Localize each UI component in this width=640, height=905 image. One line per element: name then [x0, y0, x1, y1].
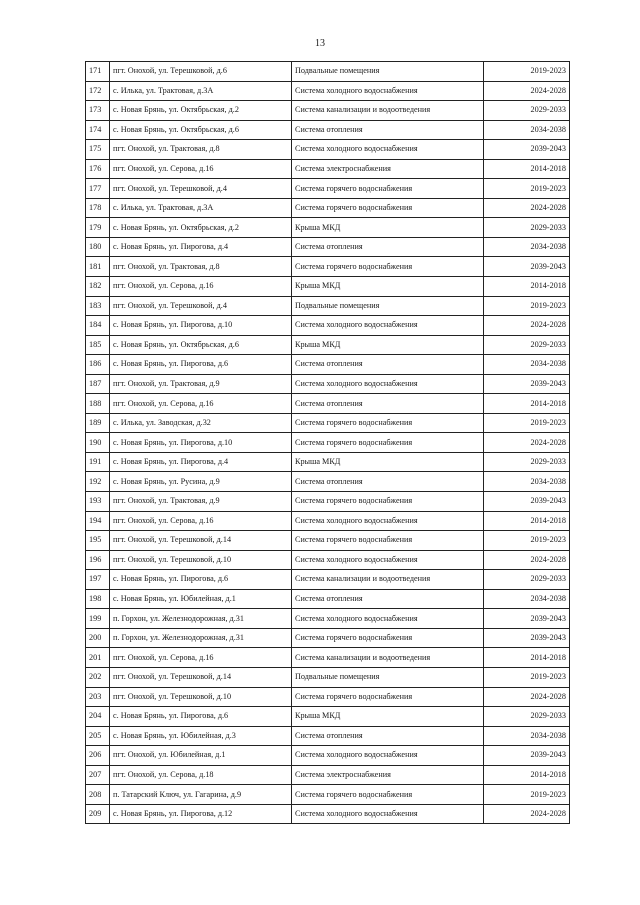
address-cell: с. Илька, ул. Заводская, д.32 — [110, 413, 292, 433]
system-type-cell: Система горячего водоснабжения — [292, 433, 484, 453]
period-cell: 2029-2033 — [484, 707, 570, 727]
period-cell: 2029-2033 — [484, 570, 570, 590]
period-cell: 2034-2038 — [484, 472, 570, 492]
row-number: 180 — [86, 237, 110, 257]
address-cell: пгт. Онохой, ул. Серова, д.18 — [110, 765, 292, 785]
period-cell: 2029-2033 — [484, 335, 570, 355]
row-number: 199 — [86, 609, 110, 629]
row-number: 176 — [86, 159, 110, 179]
table-row — [86, 550, 570, 570]
address-cell: пгт. Онохой, ул. Терешковой, д.6 — [110, 62, 292, 82]
system-type-cell: Система горячего водоснабжения — [292, 179, 484, 199]
row-number: 175 — [86, 140, 110, 160]
address-cell: с. Новая Брянь, ул. Пирогова, д.10 — [110, 433, 292, 453]
row-number: 187 — [86, 374, 110, 394]
address-cell: пгт. Онохой, ул. Трактовая, д.8 — [110, 257, 292, 277]
row-number: 204 — [86, 707, 110, 727]
row-number: 194 — [86, 511, 110, 531]
period-cell: 2014-2018 — [484, 277, 570, 297]
address-cell: пгт. Онохой, ул. Серова, д.16 — [110, 648, 292, 668]
system-type-cell: Система канализации и водоотведения — [292, 648, 484, 668]
period-cell: 2014-2018 — [484, 394, 570, 414]
system-type-cell: Система горячего водоснабжения — [292, 413, 484, 433]
period-cell: 2019-2023 — [484, 296, 570, 316]
system-type-cell: Система горячего водоснабжения — [292, 492, 484, 512]
address-cell: пгт. Онохой, ул. Юбилейная, д.1 — [110, 746, 292, 766]
address-cell: п. Горхон, ул. Железнодорожная, д.31 — [110, 628, 292, 648]
table-row — [86, 374, 570, 394]
period-cell: 2019-2023 — [484, 413, 570, 433]
table-row — [86, 648, 570, 668]
address-cell: п. Горхон, ул. Железнодорожная, д.31 — [110, 609, 292, 629]
row-number: 190 — [86, 433, 110, 453]
table-row — [86, 511, 570, 531]
system-type-cell: Система отопления — [292, 394, 484, 414]
registry-table-body — [86, 62, 570, 824]
period-cell: 2024-2028 — [484, 316, 570, 336]
table-row — [86, 746, 570, 766]
address-cell: с. Новая Брянь, ул. Пирогова, д.10 — [110, 316, 292, 336]
table-row — [86, 433, 570, 453]
period-cell: 2034-2038 — [484, 237, 570, 257]
period-cell: 2014-2018 — [484, 511, 570, 531]
row-number: 189 — [86, 413, 110, 433]
period-cell: 2029-2033 — [484, 101, 570, 121]
row-number: 181 — [86, 257, 110, 277]
table-row — [86, 531, 570, 551]
table-row — [86, 81, 570, 101]
address-cell: с. Новая Брянь, ул. Пирогова, д.4 — [110, 237, 292, 257]
system-type-cell: Система холодного водоснабжения — [292, 550, 484, 570]
period-cell: 2024-2028 — [484, 550, 570, 570]
period-cell: 2039-2043 — [484, 140, 570, 160]
row-number: 185 — [86, 335, 110, 355]
row-number: 173 — [86, 101, 110, 121]
row-number: 174 — [86, 120, 110, 140]
table-row — [86, 785, 570, 805]
system-type-cell: Система холодного водоснабжения — [292, 746, 484, 766]
system-type-cell: Система холодного водоснабжения — [292, 804, 484, 824]
period-cell: 2034-2038 — [484, 355, 570, 375]
row-number: 195 — [86, 531, 110, 551]
registry-table — [85, 61, 570, 824]
address-cell: с. Новая Брянь, ул. Русина, д.9 — [110, 472, 292, 492]
address-cell: пгт. Онохой, ул. Трактовая, д.9 — [110, 374, 292, 394]
system-type-cell: Система горячего водоснабжения — [292, 785, 484, 805]
row-number: 179 — [86, 218, 110, 238]
table-row — [86, 589, 570, 609]
table-row — [86, 570, 570, 590]
table-row — [86, 198, 570, 218]
address-cell: с. Новая Брянь, ул. Октябрьская, д.2 — [110, 218, 292, 238]
table-row — [86, 355, 570, 375]
table-row — [86, 452, 570, 472]
row-number: 183 — [86, 296, 110, 316]
system-type-cell: Система отопления — [292, 472, 484, 492]
table-row — [86, 726, 570, 746]
row-number: 178 — [86, 198, 110, 218]
address-cell: с. Новая Брянь, ул. Пирогова, д.6 — [110, 570, 292, 590]
row-number: 171 — [86, 62, 110, 82]
address-cell: пгт. Онохой, ул. Серова, д.16 — [110, 277, 292, 297]
table-row — [86, 218, 570, 238]
table-row — [86, 413, 570, 433]
table-row — [86, 687, 570, 707]
row-number: 177 — [86, 179, 110, 199]
period-cell: 2019-2023 — [484, 179, 570, 199]
row-number: 193 — [86, 492, 110, 512]
system-type-cell: Система канализации и водоотведения — [292, 570, 484, 590]
table-row — [86, 628, 570, 648]
address-cell: пгт. Онохой, ул. Терешковой, д.4 — [110, 179, 292, 199]
row-number: 196 — [86, 550, 110, 570]
table-row — [86, 101, 570, 121]
system-type-cell: Система холодного водоснабжения — [292, 140, 484, 160]
row-number: 201 — [86, 648, 110, 668]
address-cell: пгт. Онохой, ул. Серова, д.16 — [110, 159, 292, 179]
row-number: 205 — [86, 726, 110, 746]
row-number: 198 — [86, 589, 110, 609]
table-row — [86, 257, 570, 277]
row-number: 203 — [86, 687, 110, 707]
address-cell: пгт. Онохой, ул. Терешковой, д.4 — [110, 296, 292, 316]
table-row — [86, 804, 570, 824]
period-cell: 2034-2038 — [484, 726, 570, 746]
period-cell: 2039-2043 — [484, 257, 570, 277]
row-number: 200 — [86, 628, 110, 648]
system-type-cell: Система холодного водоснабжения — [292, 81, 484, 101]
system-type-cell: Система горячего водоснабжения — [292, 628, 484, 648]
system-type-cell: Крыша МКД — [292, 277, 484, 297]
address-cell: с. Илька, ул. Трактовая, д.3А — [110, 81, 292, 101]
address-cell: п. Татарский Ключ, ул. Гагарина, д.9 — [110, 785, 292, 805]
period-cell: 2014-2018 — [484, 648, 570, 668]
period-cell: 2014-2018 — [484, 159, 570, 179]
period-cell: 2019-2023 — [484, 531, 570, 551]
system-type-cell: Система отопления — [292, 355, 484, 375]
system-type-cell: Подвальные помещения — [292, 62, 484, 82]
table-row — [86, 765, 570, 785]
table-row — [86, 140, 570, 160]
table-row — [86, 609, 570, 629]
table-row — [86, 492, 570, 512]
table-row — [86, 667, 570, 687]
system-type-cell: Крыша МКД — [292, 335, 484, 355]
system-type-cell: Система электроснабжения — [292, 159, 484, 179]
address-cell: с. Новая Брянь, ул. Юбилейная, д.1 — [110, 589, 292, 609]
period-cell: 2039-2043 — [484, 746, 570, 766]
period-cell: 2024-2028 — [484, 687, 570, 707]
address-cell: с. Новая Брянь, ул. Октябрьская, д.2 — [110, 101, 292, 121]
system-type-cell: Система холодного водоснабжения — [292, 316, 484, 336]
address-cell: с. Новая Брянь, ул. Октябрьская, д.6 — [110, 120, 292, 140]
table-row — [86, 159, 570, 179]
system-type-cell: Система горячего водоснабжения — [292, 257, 484, 277]
system-type-cell: Система отопления — [292, 120, 484, 140]
system-type-cell: Крыша МКД — [292, 452, 484, 472]
system-type-cell: Крыша МКД — [292, 218, 484, 238]
address-cell: с. Новая Брянь, ул. Юбилейная, д.3 — [110, 726, 292, 746]
system-type-cell: Подвальные помещения — [292, 667, 484, 687]
address-cell: пгт. Онохой, ул. Серова, д.16 — [110, 511, 292, 531]
period-cell: 2014-2018 — [484, 765, 570, 785]
address-cell: с. Новая Брянь, ул. Пирогова, д.4 — [110, 452, 292, 472]
table-row — [86, 296, 570, 316]
system-type-cell: Система горячего водоснабжения — [292, 198, 484, 218]
table-row — [86, 120, 570, 140]
table-row — [86, 237, 570, 257]
system-type-cell: Система канализации и водоотведения — [292, 101, 484, 121]
table-row — [86, 277, 570, 297]
period-cell: 2024-2028 — [484, 433, 570, 453]
period-cell: 2024-2028 — [484, 804, 570, 824]
system-type-cell: Система холодного водоснабжения — [292, 511, 484, 531]
table-row — [86, 707, 570, 727]
address-cell: пгт. Онохой, ул. Терешковой, д.10 — [110, 687, 292, 707]
period-cell: 2039-2043 — [484, 628, 570, 648]
row-number: 209 — [86, 804, 110, 824]
system-type-cell: Система электроснабжения — [292, 765, 484, 785]
address-cell: с. Новая Брянь, ул. Октябрьская, д.6 — [110, 335, 292, 355]
system-type-cell: Система отопления — [292, 237, 484, 257]
period-cell: 2024-2028 — [484, 81, 570, 101]
system-type-cell: Система горячего водоснабжения — [292, 687, 484, 707]
row-number: 191 — [86, 452, 110, 472]
period-cell: 2039-2043 — [484, 492, 570, 512]
row-number: 207 — [86, 765, 110, 785]
address-cell: с. Илька, ул. Трактовая, д.3А — [110, 198, 292, 218]
row-number: 182 — [86, 277, 110, 297]
table-row — [86, 335, 570, 355]
system-type-cell: Система отопления — [292, 726, 484, 746]
page-number: 13 — [315, 38, 325, 49]
row-number: 202 — [86, 667, 110, 687]
address-cell: пгт. Онохой, ул. Терешковой, д.14 — [110, 667, 292, 687]
system-type-cell: Система холодного водоснабжения — [292, 374, 484, 394]
address-cell: пгт. Онохой, ул. Терешковой, д.14 — [110, 531, 292, 551]
row-number: 172 — [86, 81, 110, 101]
table-row — [86, 179, 570, 199]
row-number: 192 — [86, 472, 110, 492]
period-cell: 2034-2038 — [484, 589, 570, 609]
address-cell: пгт. Онохой, ул. Трактовая, д.8 — [110, 140, 292, 160]
period-cell: 2039-2043 — [484, 374, 570, 394]
system-type-cell: Система горячего водоснабжения — [292, 531, 484, 551]
row-number: 184 — [86, 316, 110, 336]
system-type-cell: Система холодного водоснабжения — [292, 609, 484, 629]
period-cell: 2019-2023 — [484, 785, 570, 805]
address-cell: с. Новая Брянь, ул. Пирогова, д.6 — [110, 707, 292, 727]
period-cell: 2034-2038 — [484, 120, 570, 140]
address-cell: с. Новая Брянь, ул. Пирогова, д.6 — [110, 355, 292, 375]
table-row — [86, 316, 570, 336]
row-number: 197 — [86, 570, 110, 590]
row-number: 188 — [86, 394, 110, 414]
address-cell: пгт. Онохой, ул. Трактовая, д.9 — [110, 492, 292, 512]
period-cell: 2019-2023 — [484, 667, 570, 687]
row-number: 206 — [86, 746, 110, 766]
table-row — [86, 394, 570, 414]
period-cell: 2039-2043 — [484, 609, 570, 629]
system-type-cell: Система отопления — [292, 589, 484, 609]
period-cell: 2029-2033 — [484, 218, 570, 238]
row-number: 186 — [86, 355, 110, 375]
address-cell: с. Новая Брянь, ул. Пирогова, д.12 — [110, 804, 292, 824]
period-cell: 2029-2033 — [484, 452, 570, 472]
period-cell: 2019-2023 — [484, 62, 570, 82]
system-type-cell: Подвальные помещения — [292, 296, 484, 316]
row-number: 208 — [86, 785, 110, 805]
address-cell: пгт. Онохой, ул. Серова, д.16 — [110, 394, 292, 414]
period-cell: 2024-2028 — [484, 198, 570, 218]
system-type-cell: Крыша МКД — [292, 707, 484, 727]
table-row — [86, 62, 570, 82]
address-cell: пгт. Онохой, ул. Терешковой, д.10 — [110, 550, 292, 570]
table-row — [86, 472, 570, 492]
